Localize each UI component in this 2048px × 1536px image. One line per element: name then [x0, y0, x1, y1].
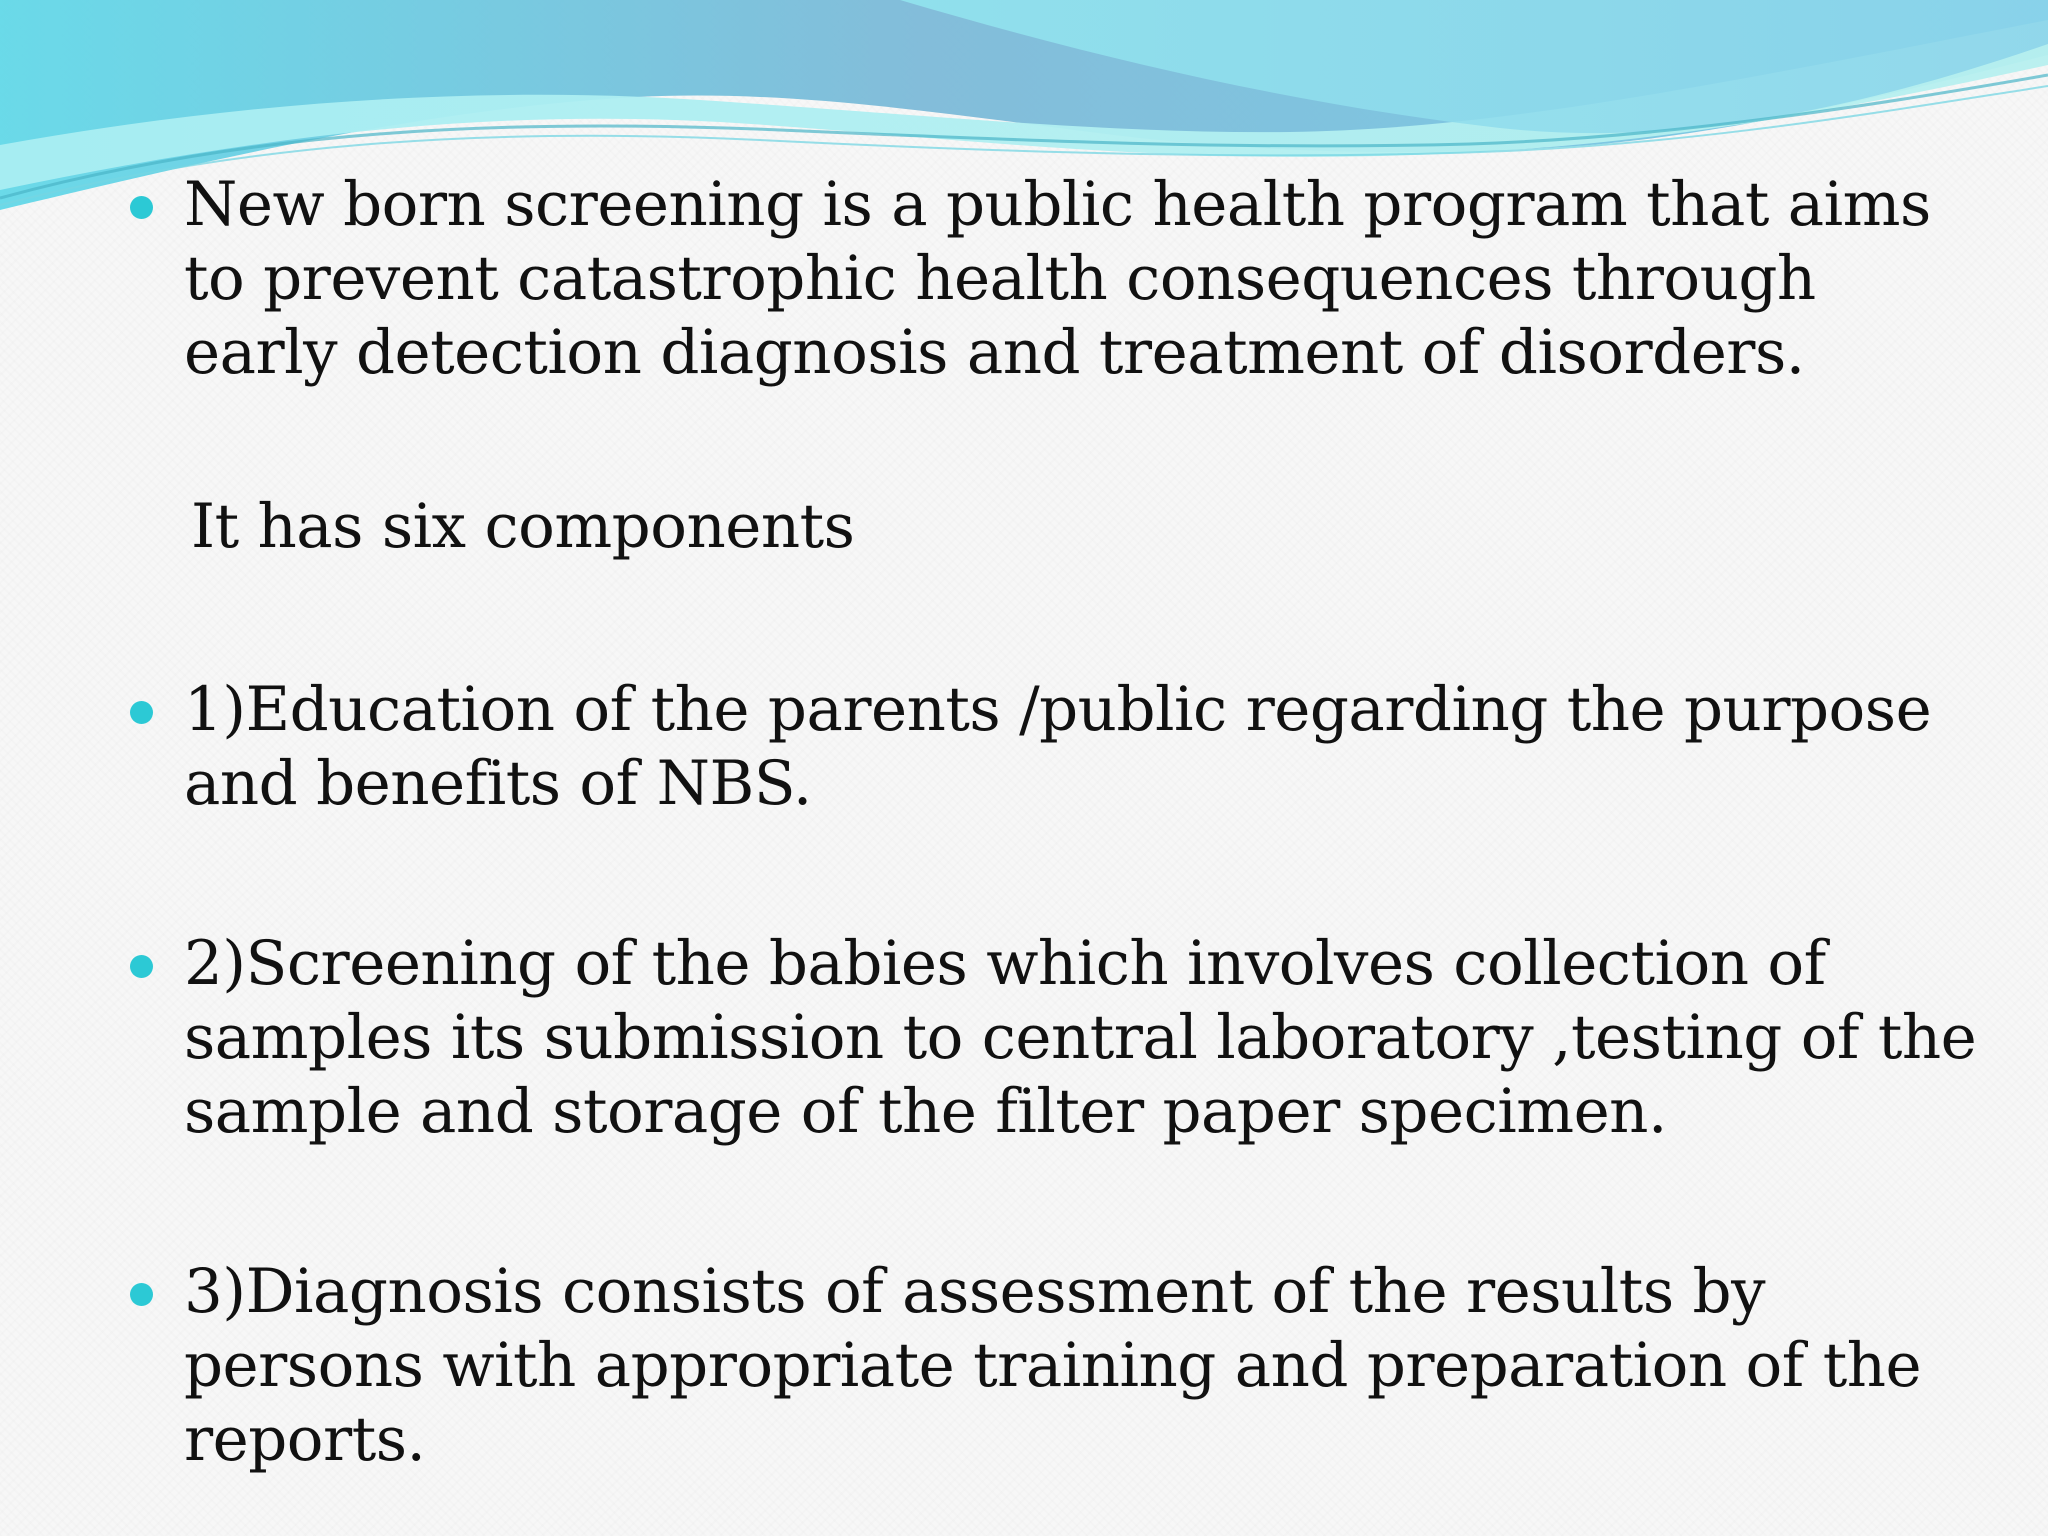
bullet-text: 3)Diagnosis consists of assessment of the results by persons with appropriate training and preparation of the reports.	[184, 1256, 1922, 1475]
bullet-dot-icon	[130, 701, 153, 724]
section-label: It has six components	[191, 491, 855, 562]
bullet-text: 2)Screening of the babies which involves collection of samples its submission to central laboratory ,testing of the sample and storage of the filter paper specimen.	[184, 928, 1977, 1147]
bullet-dot-icon	[130, 955, 153, 978]
bullet-dot-icon	[130, 1283, 153, 1306]
bullet-text: 1)Education of the parents /public regarding the purpose and benefits of NBS.	[184, 674, 1932, 819]
bullet-dot-icon	[130, 196, 153, 219]
bullet-text: New born screening is a public health program that aims to prevent catastrophic health consequences through early detection diagnosis and treatment of disorders.	[184, 169, 1931, 388]
